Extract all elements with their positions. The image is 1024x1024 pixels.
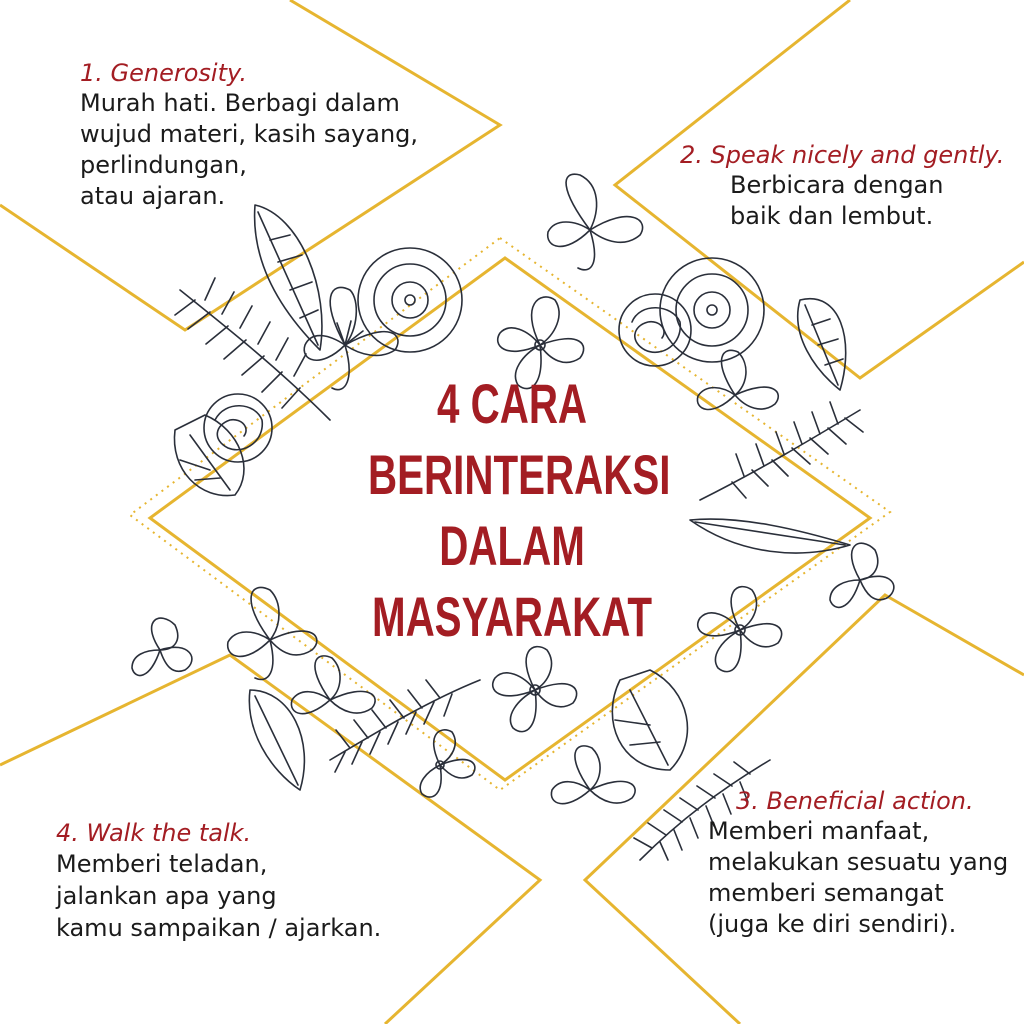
tip-text-line: atau ajaran. — [80, 182, 226, 210]
leaf-icon — [255, 205, 322, 350]
tip-heading: 2. Speak nicely and gently. — [680, 141, 1005, 169]
lily-icon — [548, 174, 643, 270]
title-line-3: DALAM — [439, 514, 585, 577]
tip-text-line: memberi semangat — [708, 879, 944, 907]
tip-text-line: Murah hati. Berbagi dalam — [80, 89, 400, 117]
monstera-leaf-icon — [174, 415, 244, 496]
tip-text-line: jalankan apa yang — [56, 882, 277, 910]
tip-speak-nicely — [680, 140, 1004, 232]
tip-heading: 3. Beneficial action. — [736, 787, 974, 815]
tip-heading: 1. Generosity. — [80, 59, 247, 87]
lily-icon — [228, 587, 317, 679]
title-line-2: BERINTERAKSI — [368, 443, 671, 506]
fern-icon — [175, 278, 330, 420]
main-title — [368, 368, 671, 652]
tip-text-line: (juga ke diri sendiri). — [708, 910, 957, 938]
lily-icon — [697, 350, 778, 409]
orchid-icon — [830, 543, 894, 607]
tip-text-line: Berbicara dengan — [730, 171, 944, 199]
fern-icon — [700, 402, 863, 500]
tip-generosity — [80, 58, 418, 212]
tip-beneficial-action — [708, 786, 1008, 940]
tip-text-line: kamu sampaikan / ajarkan. — [56, 914, 382, 942]
lily-icon — [551, 746, 635, 804]
tip-text-line: perlindungan, — [80, 151, 247, 179]
tip-text-line: wujud materi, kasih sayang, — [80, 120, 419, 148]
leaf-icon — [249, 690, 304, 790]
leaf-icon — [690, 519, 850, 553]
carnation-icon — [358, 248, 462, 352]
carnation-icon — [660, 258, 764, 362]
title-line-4: MASYARAKAT — [371, 585, 653, 648]
frangipani-icon — [698, 587, 782, 672]
frangipani-icon — [493, 647, 577, 732]
orchid-icon — [132, 618, 192, 675]
tip-text-line: Memberi teladan, — [56, 850, 268, 878]
frangipani-icon — [420, 730, 475, 797]
monstera-leaf-icon — [612, 670, 687, 770]
tip-walk-the-talk — [56, 818, 381, 944]
rose-icon — [619, 294, 691, 366]
leaf-icon — [798, 299, 846, 390]
tip-heading: 4. Walk the talk. — [56, 819, 252, 847]
tip-text-line: melakukan sesuatu yang — [708, 848, 1009, 876]
tip-text-line: Memberi manfaat, — [708, 817, 930, 845]
tip-text-line: baik dan lembut. — [730, 202, 934, 230]
title-line-1: 4 CARA — [436, 372, 588, 435]
lily-icon — [291, 656, 375, 714]
rose-icon — [204, 394, 272, 462]
fern-icon — [330, 680, 480, 772]
